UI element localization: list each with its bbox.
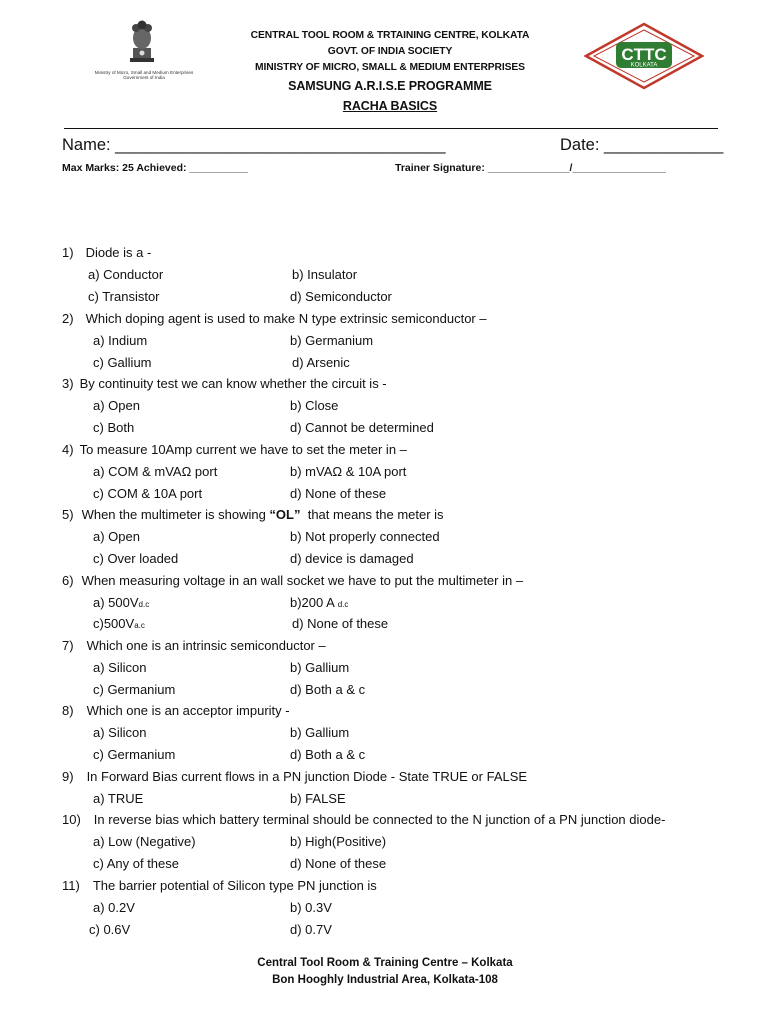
question-number: 10) <box>62 812 81 827</box>
page-footer <box>0 955 770 989</box>
option-b: b) Close <box>290 398 339 413</box>
header-divider <box>64 128 718 129</box>
question-text-bold: “OL” <box>269 507 301 522</box>
question-text: Which one is an intrinsic semiconductor – <box>86 638 326 653</box>
footer-address: Bon Hooghly Industrial Area, Kolkata-108 <box>272 974 498 986</box>
option-c-subscript: a.c <box>134 621 145 630</box>
ministry-caption-line2: Government of India <box>123 75 165 80</box>
question-number: 11) <box>62 878 80 893</box>
option-a: a) Indium <box>93 333 148 348</box>
option-c: c) Over loaded <box>93 551 179 566</box>
footer-institution: Central Tool Room & Training Centre – Kolkata <box>257 957 513 969</box>
name-field-line: Name: ____________________________________ <box>62 136 446 154</box>
option-a: a) Conductor <box>88 267 164 282</box>
option-c: c) Gallium <box>93 355 152 370</box>
question-4 <box>62 442 407 458</box>
option-d: d) Semiconductor <box>290 289 392 304</box>
question-number: 2) <box>62 311 74 326</box>
question-text: By continuity test we can know whether the circuit is - <box>79 376 387 391</box>
question-5 <box>62 507 444 523</box>
question-text: Diode is a - <box>85 245 152 260</box>
option-a: a) Low (Negative) <box>93 834 196 849</box>
question-11 <box>62 878 377 894</box>
question-2 <box>62 311 487 327</box>
ministry-line: MINISTRY OF MICRO, SMALL & MEDIUM ENTERPRISES <box>255 62 525 73</box>
question-9 <box>62 769 527 785</box>
option-d: d) Cannot be determined <box>290 420 434 435</box>
option-d: d) Both a & c <box>290 747 366 762</box>
option-c: c) Transistor <box>88 289 160 304</box>
institution-name: CENTRAL TOOL ROOM & TRTAINING CENTRE, KOLKATA <box>250 30 530 41</box>
option-a <box>93 595 149 613</box>
option-c: c) COM & 10A port <box>93 486 203 501</box>
option-b: b) High(Positive) <box>290 834 387 849</box>
option-b: b) Not properly connected <box>290 529 440 544</box>
question-number: 1) <box>62 245 74 260</box>
question-text-end: that means the meter is <box>300 507 444 522</box>
option-d: d) Arsenic <box>292 355 350 370</box>
programme-title: SAMSUNG A.R.I.S.E PROGRAMME <box>288 79 492 93</box>
option-d: d) device is damaged <box>290 551 414 566</box>
ministry-caption <box>78 70 210 80</box>
question-text: Which doping agent is used to make N type extrinsic semiconductor – <box>85 311 487 326</box>
option-a: a) TRUE <box>93 791 144 806</box>
option-a: a) COM & mVAΩ port <box>93 464 218 479</box>
document-header <box>200 28 580 116</box>
option-c: c) Germanium <box>93 747 176 762</box>
option-c <box>93 616 145 634</box>
question-text: In Forward Bias current flows in a PN junction Diode - State TRUE or FALSE <box>86 769 528 784</box>
question-number: 8) <box>62 703 74 718</box>
question-text: The barrier potential of Silicon type PN junction is <box>92 878 377 893</box>
option-b: b) mVAΩ & 10A port <box>290 464 407 479</box>
option-a: a) Silicon <box>93 725 147 740</box>
option-d: d) None of these <box>292 616 389 631</box>
cttc-logo-icon <box>584 22 704 90</box>
option-b: b) Insulator <box>292 267 358 282</box>
option-b-subscript: d.c <box>337 600 349 609</box>
question-6 <box>62 573 523 589</box>
trainer-signature-line: Trainer Signature: ______________/________________ <box>395 162 666 174</box>
question-7 <box>62 638 326 654</box>
option-b: b) 0.3V <box>290 900 332 915</box>
option-a: a) Silicon <box>93 660 147 675</box>
question-text: When measuring voltage in an wall socket we have to put the multimeter in – <box>81 573 524 588</box>
question-number: 3) <box>62 376 74 391</box>
question-number: 9) <box>62 769 74 784</box>
option-c: c) Any of these <box>93 856 179 871</box>
question-3 <box>62 376 387 392</box>
option-b: b) Gallium <box>290 660 350 675</box>
marks-field-line: Max Marks: 25 Achieved: __________ <box>62 162 248 174</box>
logo-text: CTTC <box>621 45 667 64</box>
option-a: a) 0.2V <box>93 900 135 915</box>
option-a: a) Open <box>93 529 140 544</box>
question-1 <box>62 245 151 261</box>
option-d: d) Both a & c <box>290 682 366 697</box>
question-text: To measure 10Amp current we have to set the meter in – <box>79 442 407 457</box>
option-a-subscript: d.c <box>138 600 150 609</box>
option-d: d) None of these <box>290 486 387 501</box>
option-b: b) Germanium <box>290 333 374 348</box>
option-a: a) Open <box>93 398 140 413</box>
option-d: d) None of these <box>290 856 387 871</box>
question-number: 7) <box>62 638 74 653</box>
question-text: Which one is an acceptor impurity - <box>86 703 290 718</box>
question-10 <box>62 812 665 828</box>
option-c: c) Germanium <box>93 682 176 697</box>
option-d: d) 0.7V <box>290 922 332 937</box>
question-text: In reverse bias which battery terminal should be connected to the N junction of a PN junction diode- <box>93 812 666 827</box>
option-b: b) Gallium <box>290 725 350 740</box>
option-b-text: b)200 A <box>290 595 338 610</box>
question-8 <box>62 703 290 719</box>
option-a-text: a) 500V <box>93 595 139 610</box>
national-emblem-icon <box>124 18 160 66</box>
option-b <box>290 595 348 613</box>
ministry-caption-line1: Ministry of Micro, Small and Medium Enterprises <box>94 70 194 75</box>
logo-subtext: KOLKATA <box>630 62 658 69</box>
option-c-text: c)500V <box>93 616 135 631</box>
question-text: When the multimeter is showing <box>81 507 270 522</box>
option-c: c) Both <box>93 420 135 435</box>
question-number: 4) <box>62 442 74 457</box>
option-b: b) FALSE <box>290 791 346 806</box>
option-c: c) 0.6V <box>89 922 131 937</box>
subject-title: RACHA BASICS <box>342 99 438 113</box>
society-line: GOVT. OF INDIA SOCIETY <box>327 46 453 57</box>
date-field-line: Date: _____________ <box>560 136 724 154</box>
question-number: 5) <box>62 507 74 522</box>
question-number: 6) <box>62 573 74 588</box>
